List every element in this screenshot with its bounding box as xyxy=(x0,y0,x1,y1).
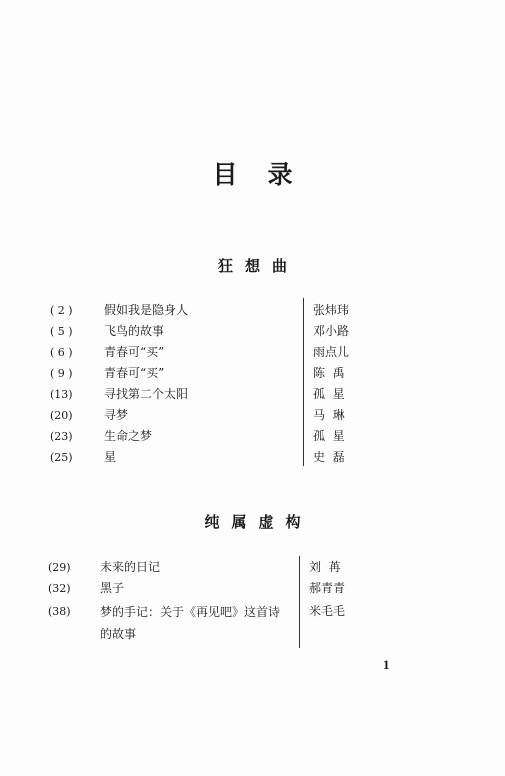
entry-author: 孤 星 xyxy=(313,387,345,401)
entry-title: 未来的日记 xyxy=(100,560,161,574)
toc-entry[interactable] xyxy=(0,300,505,321)
entry-page-number: ( 5 ) xyxy=(50,325,73,338)
author-divider-line xyxy=(299,556,300,648)
author-divider-line xyxy=(303,298,304,466)
entry-page-number: (38) xyxy=(48,605,71,618)
toc-entry[interactable] xyxy=(0,321,505,342)
entry-page-number: (23) xyxy=(50,430,73,443)
entry-title: 黑子 xyxy=(100,581,125,595)
toc-entry[interactable] xyxy=(0,363,505,384)
section-title-chunshuxugou: 纯属虚构 xyxy=(204,513,313,531)
section-title-kuangxiangqu: 狂想曲 xyxy=(217,257,299,275)
entry-title: 假如我是隐身人 xyxy=(104,303,189,317)
entry-title: 生命之梦 xyxy=(104,429,153,443)
entry-title: 寻梦 xyxy=(104,408,129,422)
entry-page-number: ( 6 ) xyxy=(50,346,73,359)
entry-title: 青春可“买” xyxy=(104,366,165,380)
toc-entry[interactable] xyxy=(0,578,505,599)
toc-entry[interactable] xyxy=(0,384,505,405)
entry-page-number: (13) xyxy=(50,388,73,401)
toc-entry[interactable] xyxy=(0,447,505,468)
entry-page-number: (32) xyxy=(48,582,71,595)
entry-author: 米毛毛 xyxy=(309,604,346,618)
toc-entry[interactable] xyxy=(0,601,505,645)
entry-page-number: (25) xyxy=(50,451,73,464)
entry-page-number: ( 9 ) xyxy=(50,367,73,380)
entry-title: 寻找第二个太阳 xyxy=(104,387,189,401)
entry-author: 孤 星 xyxy=(313,429,345,443)
entry-title: 梦的手记：关于《再见吧》这首诗的故事 xyxy=(100,605,281,641)
page-number: 1 xyxy=(383,657,390,672)
entry-author: 张炜玮 xyxy=(313,303,350,317)
entry-page-number: (29) xyxy=(48,561,71,574)
entry-page-number: ( 2 ) xyxy=(50,304,73,317)
toc-entry[interactable] xyxy=(0,426,505,447)
entry-author: 史 磊 xyxy=(313,450,345,464)
page-title: 目录 xyxy=(212,160,323,189)
entry-title: 星 xyxy=(104,450,117,464)
toc-entry[interactable] xyxy=(0,405,505,426)
entry-author: 陈 禹 xyxy=(313,366,345,380)
entry-author: 雨点儿 xyxy=(313,345,350,359)
entry-author: 刘 苒 xyxy=(309,560,341,574)
entry-author: 马 琳 xyxy=(313,408,345,422)
toc-entry[interactable] xyxy=(0,342,505,363)
entry-title: 飞鸟的故事 xyxy=(104,324,165,338)
entry-author: 邓小路 xyxy=(313,324,350,338)
entry-author: 郝青青 xyxy=(309,581,346,595)
entry-title: 青春可“买” xyxy=(104,345,165,359)
entry-page-number: (20) xyxy=(50,409,73,422)
toc-entry[interactable] xyxy=(0,557,505,578)
